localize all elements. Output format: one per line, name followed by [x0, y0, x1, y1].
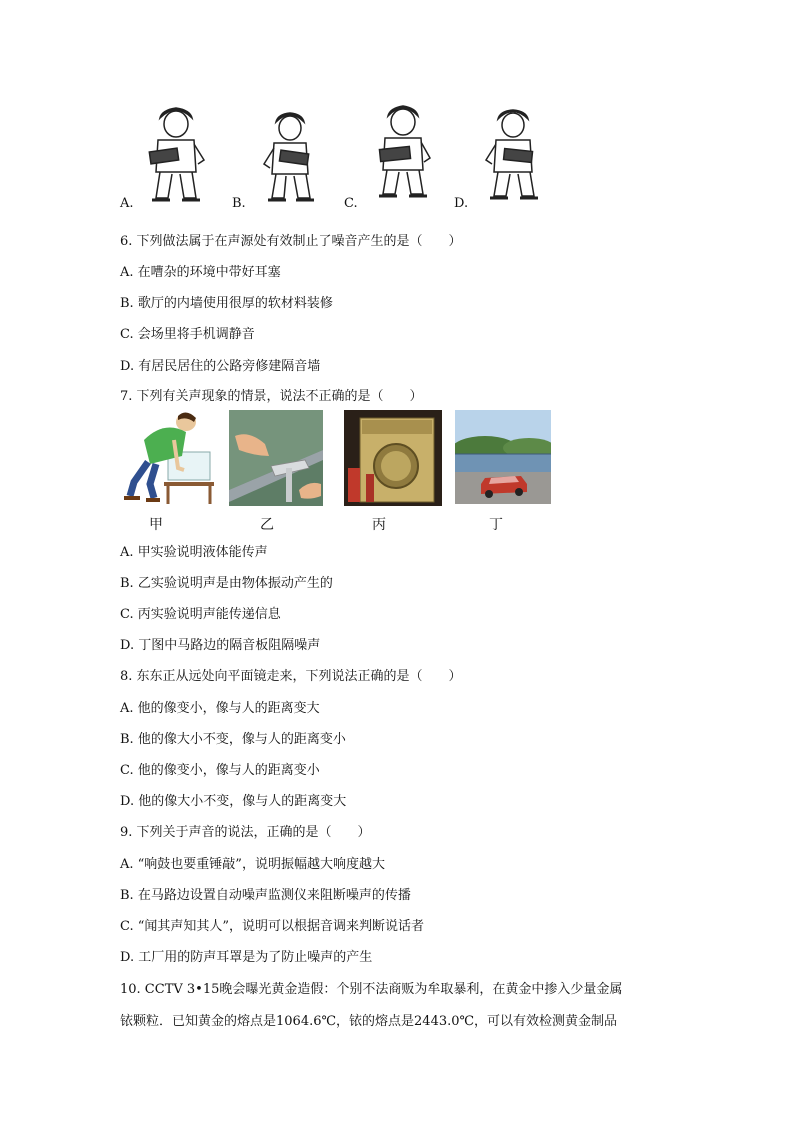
- q7-caption-jia: 甲: [149, 517, 163, 533]
- q7-option-c[interactable]: C. 丙实验说明声能传递信息: [120, 607, 281, 622]
- q6-option-b[interactable]: B. 歌厅的内墙使用很厚的软材料装修: [120, 296, 333, 311]
- q10-stem-line1: 10. CCTV 3•15晚会曝光黄金造假：个别不法商贩为牟取暴利，在黄金中掺入少量金属: [120, 982, 623, 997]
- q8-option-c[interactable]: C. 他的像变小，像与人的距离变小: [120, 763, 320, 778]
- q7-option-d[interactable]: D. 丁图中马路边的隔音板阻隔噪声: [120, 638, 321, 653]
- q7-figure-bing: [344, 410, 442, 506]
- q6-option-a[interactable]: A. 在嘈杂的环境中带好耳塞: [120, 265, 281, 280]
- q9-option-b[interactable]: B. 在马路边设置自动噪声监测仪来阻断噪声的传播: [120, 888, 411, 903]
- q9-option-c[interactable]: C. “闻其声知其人”，说明可以根据音调来判断说话者: [120, 919, 425, 934]
- q7-stem: 7. 下列有关声现象的情景，说法不正确的是（ ）: [120, 389, 423, 404]
- q7-caption-ding: 丁: [489, 517, 503, 533]
- q5-figure-b: [256, 108, 324, 208]
- q5-figure-d: [478, 104, 548, 206]
- q7-option-b[interactable]: B. 乙实验说明声是由物体振动产生的: [120, 576, 333, 591]
- q5-option-d[interactable]: D.: [454, 196, 469, 211]
- q8-option-b[interactable]: B. 他的像大小不变，像与人的距离变小: [120, 732, 346, 747]
- q7-figure-jia: [120, 410, 218, 506]
- q7-figure-ding: [455, 410, 551, 504]
- q6-option-c[interactable]: C. 会场里将手机调静音: [120, 327, 255, 342]
- q8-option-a[interactable]: A. 他的像变小，像与人的距离变大: [120, 701, 320, 716]
- q8-option-d[interactable]: D. 他的像大小不变，像与人的距离变大: [120, 794, 347, 809]
- q5-figure-c: [366, 100, 440, 204]
- q7-option-a[interactable]: A. 甲实验说明液体能传声: [120, 545, 268, 560]
- q5-option-a[interactable]: A.: [120, 196, 134, 211]
- q6-option-d[interactable]: D. 有居民居住的公路旁修建隔音墙: [120, 359, 321, 374]
- q7-caption-yi: 乙: [260, 517, 274, 533]
- q9-stem: 9. 下列关于声音的说法，正确的是（ ）: [120, 825, 371, 840]
- q9-option-a[interactable]: A. “响鼓也要重锤敲”，说明振幅越大响度越大: [120, 857, 385, 872]
- q6-stem: 6. 下列做法属于在声源处有效制止了噪音产生的是（ ）: [120, 234, 462, 249]
- q8-stem: 8. 东东正从远处向平面镜走来，下列说法正确的是（ ）: [120, 669, 462, 684]
- q7-figure-yi: [229, 410, 323, 506]
- q5-figure-a: [138, 102, 214, 208]
- q9-option-d[interactable]: D. 工厂用的防声耳罩是为了防止噪声的产生: [120, 950, 373, 965]
- q10-stem-line2: 铱颗粒．已知黄金的熔点是1064.6℃，铱的熔点是2443.0℃，可以有效检测黄金制品: [120, 1014, 618, 1029]
- q7-caption-bing: 丙: [372, 517, 386, 533]
- q5-option-b[interactable]: B.: [232, 196, 246, 211]
- q5-option-c[interactable]: C.: [344, 196, 358, 211]
